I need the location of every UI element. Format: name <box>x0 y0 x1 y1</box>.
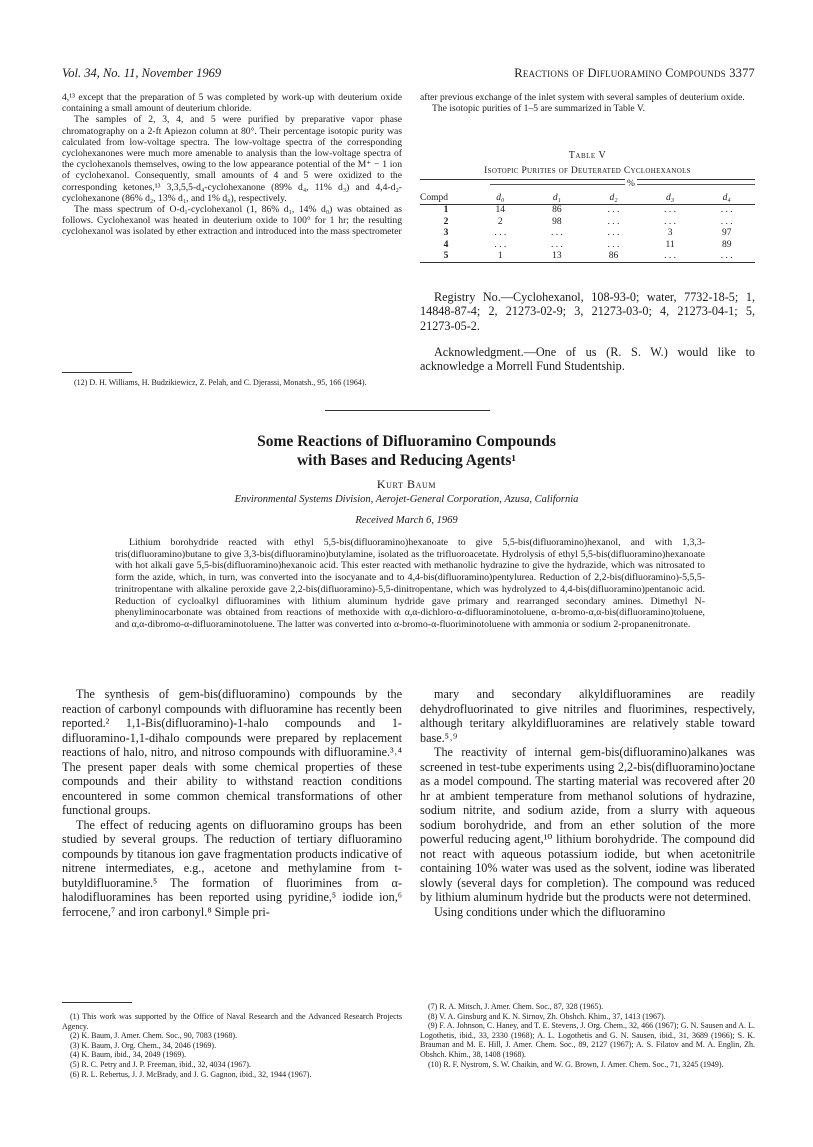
column-header: d₂ <box>609 192 618 203</box>
paragraph: The mass spectrum of O-d₁-cyclohexanol (1, 86% d₁, 14% d₀) was obtained as follows. Cyclohexanol was heated in deuterium oxide to 100° for 1 hr; the resulting cyclohexanol was isolated by ether extraction and introduced into the mass spectrometer <box>62 204 402 238</box>
table-cell: . . . <box>607 239 620 250</box>
table-cell: . . . <box>494 239 507 250</box>
footnote: (4) K. Baum, ibid., 34, 2049 (1969). <box>70 1050 186 1060</box>
prev-article-right-column <box>420 92 755 114</box>
table-row <box>420 204 755 216</box>
table-cell: . . . <box>720 205 733 216</box>
table-cell: 14 <box>495 205 506 216</box>
prev-footnote <box>62 378 402 388</box>
footnote: (5) R. C. Petry and J. P. Freeman, ibid., 32, 4034 (1967). <box>70 1059 251 1069</box>
paragraph: after previous exchange of the inlet system with several samples of deuterium oxide. <box>420 92 745 103</box>
table-cell: 97 <box>721 228 732 239</box>
isotopic-purities-table <box>420 192 755 263</box>
author: Kurt Baum <box>376 477 437 491</box>
table-cell: 3 <box>443 228 449 239</box>
paragraph: Using conditions under which the difluoramino <box>434 904 666 919</box>
table-cell: . . . <box>720 251 733 262</box>
running-header-right: Reactions of Difluoramino Compounds 3377 <box>514 66 755 80</box>
acknowledgment-paragraph: Acknowledgment.—One of us (R. S. W.) would like to acknowledge a Morrell Fund Studentship. <box>420 345 755 374</box>
table-cell: 5 <box>443 251 449 262</box>
footnote-divider <box>62 372 132 373</box>
footnote-divider <box>62 1002 132 1003</box>
footnote: (3) K. Baum, J. Org. Chem., 34, 2046 (1969). <box>70 1040 217 1050</box>
column-header: d₄ <box>722 192 731 203</box>
table-cell: 98 <box>552 216 562 227</box>
article-separator <box>325 410 490 411</box>
received-date: Received March 6, 1969 <box>355 515 458 526</box>
percent-span-rule <box>490 184 755 185</box>
table-label: Table V <box>568 150 607 161</box>
paragraph: mary and secondary alkyldifluoramines are readily dehydrofluorinated to give nitriles and fluorimines, respectively, although teritary alkyldifluoramines are relatively stable toward base.⁵˒⁹ <box>420 687 755 745</box>
table-row <box>420 228 755 240</box>
title-line-1: Some Reactions of Difluoramino Compounds <box>257 433 556 450</box>
table-top-rule <box>420 179 755 192</box>
footnote: (1) This work was supported by the Office of Naval Research and the Advanced Research Projects Agency. <box>62 1012 402 1031</box>
table-title: Isotopic Purities of Deuterated Cyclohexanols <box>484 166 691 176</box>
table-cell: 1 <box>443 205 449 216</box>
footnote-12: (12) D. H. Williams, H. Budzikiewicz, Z. Pelah, and C. Djerassi, Monatsh., 95, 166 (1964). <box>74 378 367 387</box>
footnote: (8) V. A. Ginsburg and K. N. Sirnov, Zh. Obshch. Khim., 37, 1413 (1967). <box>428 1011 666 1021</box>
paragraph: The samples of 2, 3, 4, and 5 were purified by preparative vapor phase chromatography on a 2-ft Apiezon column at 80°. Their percentage isotopic purity was calculated from low-voltage spectra. The low-voltage spectra of the corresponding cyclohexanones were much more amenable to analysis than the low-voltage spectra of the cyclohexanols themselves, owing to the low appearance potential of the M⁺ − 1 ion of cyclohexanol. Consequently, small amounts of 4 and 5 were oxidized to the corresponding ketones,¹³ 3,3,5,5-d₄-cyclohexanone (89% d₄, 11% d₃) and 4,4-d₂-cyclohexanone (86% d₂, 13% d₁, and 1% d₀), respectively. <box>62 114 402 204</box>
table-cell: 86 <box>608 251 619 262</box>
column-header: Compd <box>420 192 448 203</box>
abstract: Lithium borohydride reacted with ethyl 5,5-bis(difluoramino)hexanoate to give 5,5-bis(difluoramino)hexanol, and with 1,3,3-tris(difluoramino)butane to give 3,3-bis(difluoramino)butylamine, isolated as the trifluoroacetate. Hydrolysis of ethyl 5,5-bis(difluoramino)hexanoate with hot alkali gave 5,5-bis(difluoramino)hexanoic acid. This ester reacted with methanolic hydrazine to give the hydrazide, which was nitrosated to form the azide, which, in turn, was converted into the isocyanate and to 4,4-bis(difluoramino)pentylurea. Reduction of 2,2-bis(difluoramino)-5,5,5-trinitropentane with alkaline peroxide gave 2,2-bis(difluoramino)-5,5-dinitropentane, which was hydrolyzed to 4,4-bis(difluoramino)pentanoic acid. Reduction of cycloalkyl difluoramines with lithium aluminum hydride gave primary and rearranged secondary amines. Dimethyl N-phenyliminocarbonate was obtained from reactions of methoxide with α,α-dichloro-α-difluoraminotoluene, α-bromo-α,α-bis(difluoramino)toluene, and α,α-dibromo-α-difluoraminotoluene. The latter was converted into α-bromo-α-fluoriminotoluene with ammonia or sodium 2-propanenitronate. <box>115 537 705 630</box>
percent-unit: % <box>627 179 635 189</box>
table-row <box>420 239 755 251</box>
paragraph: 4,¹³ except that the preparation of 5 was completed by work-up with deuterium oxide containing a small amount of deuterium chloride. <box>62 92 402 115</box>
column-header: d₁ <box>552 192 561 203</box>
footnote: (7) R. A. Mitsch, J. Amer. Chem. Soc., 87, 328 (1965). <box>428 1002 604 1011</box>
registry-numbers <box>420 290 755 333</box>
footnote: (6) R. L. Rebertus, J. J. McBrady, and J. G. Gagnon, ibid., 32, 1944 (1967). <box>70 1069 312 1079</box>
table-cell: . . . <box>720 216 733 227</box>
acknowledgment <box>420 345 755 374</box>
table-cell: . . . <box>550 239 563 250</box>
affiliation: Environmental Systems Division, Aerojet-General Corporation, Azusa, California <box>234 494 579 505</box>
registry-paragraph: Registry No.—Cyclohexanol, 108-93-0; water, 7732-18-5; 1, 14848-87-4; 2, 21273-02-9; 3, 21273-03-0; 4, 21273-04-1; 5, 21273-05-2. <box>420 290 755 333</box>
column-header: d₃ <box>666 192 675 203</box>
table-cell: 11 <box>665 239 675 250</box>
table-cell: . . . <box>550 228 563 239</box>
table-cell: . . . <box>664 205 677 216</box>
title-line-2: with Bases and Reducing Agents¹ <box>296 452 517 469</box>
paragraph: The effect of reducing agents on difluoramino groups has been studied by several groups. The reduction of tertiary difluoramino compounds by titanous ion gave fragmentation products indicative of nitrene intermediates, e.g., acetone and methylamine from t-butyldifluoramine.⁵ The formation of fluorimines from α-halodifluoramines has been reported using pyridine,⁵ iodide ion,⁶ ferrocene,⁷ and iron carbonyl.⁸ Simple pri- <box>62 817 402 919</box>
footnote: (2) K. Baum, J. Amer. Chem. Soc., 90, 7083 (1968). <box>70 1031 238 1041</box>
paragraph: The synthesis of gem-bis(difluoramino) compounds by the reaction of carbonyl compounds with difluoramine has recently been reported.² 1,1-Bis(difluoramino)-1-halo compounds and 1-difluoramino-1,1-dihalo compounds were prepared by replacement reactions of halo, nitro, and nitroso compounds with difluoramine.³˒⁴ The present paper deals with some chemical properties of these compounds and their ability to withstand reaction conditions encountered in some common chemical transformations of other functional groups. <box>62 687 402 817</box>
column-header: d₀ <box>496 192 505 203</box>
table-cell: . . . <box>607 216 620 227</box>
footnotes-left <box>62 1012 402 1079</box>
table-cell: . . . <box>494 228 507 239</box>
table-cell: 4 <box>443 239 449 250</box>
table-cell: 13 <box>552 251 562 262</box>
table-cell: 2 <box>497 216 503 227</box>
table-cell: 1 <box>497 251 503 262</box>
paragraph: The reactivity of internal gem-bis(difluoramino)alkanes was screened in test-tube experiments using 2,2-bis(difluoramino)octane as a model compound. The starting material was recovered after 20 hr at ambient temperature from methanol solutions of hydrazine, sodium nitrite, and sodium azide, from a slurry with aqueous sodium borohydride, and from an ether solution of the more powerful reducing agent,¹⁰ lithium borohydride. The compound did not react with aqueous potassium iodide, but when acetonitrile containing 10% water was used as the solvent, iodine was liberated slowly (several days for completion). The compound was reduced by lithium aluminum hydride but the products were not determined. <box>420 745 755 904</box>
table-header-row <box>420 192 755 204</box>
footnotes-right <box>420 1002 755 1069</box>
paragraph: The isotopic purities of 1–5 are summarized in Table V. <box>432 103 646 115</box>
table-cell: 2 <box>443 216 449 227</box>
table-cell: 86 <box>552 205 562 216</box>
body-right-column <box>420 687 755 919</box>
running-header-left: Vol. 34, No. 11, November 1969 <box>62 66 222 80</box>
table-cell: . . . <box>664 251 677 262</box>
footnote: (9) F. A. Johnson, C. Haney, and T. E. Stevens, J. Org. Chem., 32, 466 (1967); G. N. Sausen and A. L. Logothetis, ibid., 33, 2330 (1968); A. L. Logothetis and G. N. Sausen, ibid., 31, 3689 (1966); S. K. Brauman and M. E. Hill, J. Amer. Chem. Soc., 89, 2127 (1967); A. S. Filatov and M. A. Englin, Zh. Obshch. Khim., 38, 1408 (1968). <box>420 1021 755 1059</box>
table-row <box>420 251 755 263</box>
body-left-column <box>62 687 402 919</box>
table-cell: . . . <box>607 228 620 239</box>
table-row <box>420 216 755 228</box>
prev-article-left-column <box>62 92 402 238</box>
table-cell: . . . <box>607 205 620 216</box>
table-v <box>420 150 755 263</box>
table-cell: 3 <box>667 228 673 239</box>
table-cell: 89 <box>721 239 732 250</box>
table-cell: . . . <box>664 216 677 227</box>
article-title <box>0 432 813 470</box>
footnote: (10) R. F. Nystrom, S. W. Chaikin, and W. G. Brown, J. Amer. Chem. Soc., 71, 3245 (1949). <box>428 1059 724 1069</box>
